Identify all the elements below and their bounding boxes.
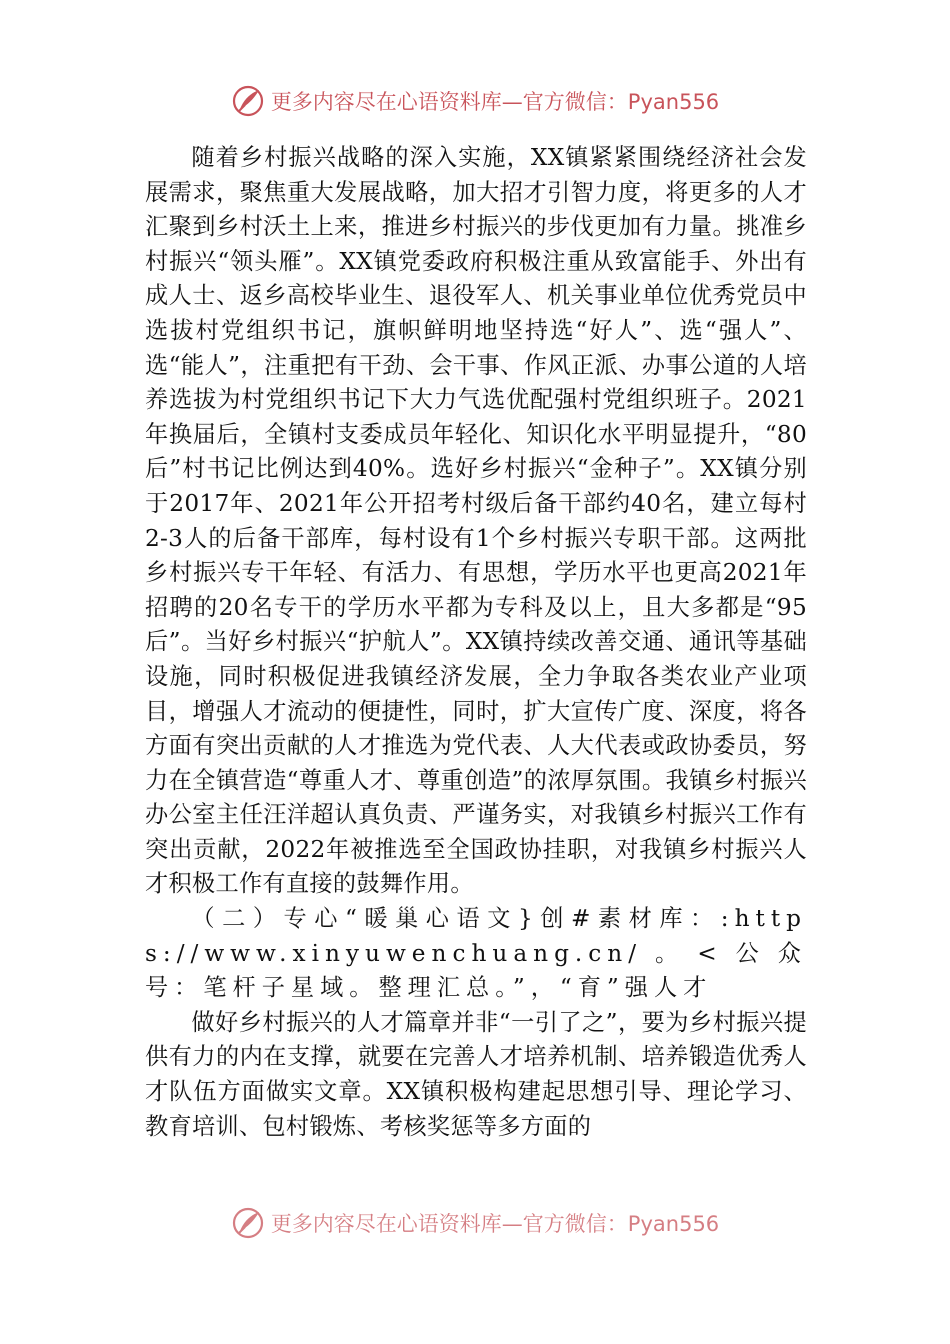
quill-pen-logo-icon (231, 1206, 265, 1240)
paragraph-talent-introduction: 随着乡村振兴战略的深入实施，XX镇紧紧围绕经济社会发展需求，聚焦重大发展战略，加大招才引智力度，将更多的人才汇聚到乡村沃土上来，推进乡村振兴的步伐更加有力量。挑准乡村振兴“领头雁”。XX镇党委政府积极注重从致富能手、外出有成人士、返乡高校毕业生、退役军人、机关事业单位优秀党员中选拔村党组织书记，旗帜鲜明地坚持选“好人”、选“强人”、选“能人”，注重把有干劲、会干事、作风正派、办事公道的人培养选拔为村党组织书记下大力气选优配强村党组织班子。2021年换届后，全镇村支委成员年轻化、知识化水平明显提升，“80后”村书记比例达到40%。选好乡村振兴“金种子”。XX镇分别于2017年、2021年公开招考村级后备干部约40名，建立每村2-3人的后备干部库，每村设有1个乡村振兴专职干部。这两批乡村振兴专干年轻、有活力、有思想，学历水平也更高2021年招聘的20名专干的学历水平都为专科及以上，且大多都是“95后”。当好乡村振兴“护航人”。XX镇持续改善交通、通讯等基础设施，同时积极促进我镇经济发展，全力争取各类农业产业项目，增强人才流动的便捷性，同时，扩大宣传广度、深度，将各方面有突出贡献的人才推选为党代表、人大代表或政协委员，努力在全镇营造“尊重人才、尊重创造”的浓厚氛围。我镇乡村振兴办公室主任汪洋超认真负责、严谨务实，对我镇乡村振兴工作有突出贡献，2022年被推选至全国政协挂职，对我镇乡村振兴人才积极工作有直接的鼓舞作用。 (145, 144, 807, 898)
section-heading: （二）专心“暖巢心语文}创#素材库：:https://www.xinyuwenchuang.cn/。<公众号：笔杆子星域。整理汇总。”，“育”强人才 (145, 905, 807, 1002)
document-body (145, 141, 807, 1144)
watermark-text: 更多内容尽在心语资料库—官方微信：Pyan556 (270, 90, 720, 114)
header-watermark (0, 84, 950, 118)
watermark-text: 更多内容尽在心语资料库—官方微信：Pyan556 (270, 1212, 720, 1236)
footer-watermark (0, 1206, 950, 1240)
paragraph-talent-cultivation: 做好乡村振兴的人才篇章并非“一引了之”，要为乡村振兴提供有力的内在支撑，就要在完善人才培养机制、培养锻造优秀人才队伍方面做实文章。XX镇积极构建起思想引导、理论学习、教育培训、包村锻炼、考核奖惩等多方面的 (145, 1008, 807, 1140)
quill-pen-logo-icon (231, 84, 265, 118)
